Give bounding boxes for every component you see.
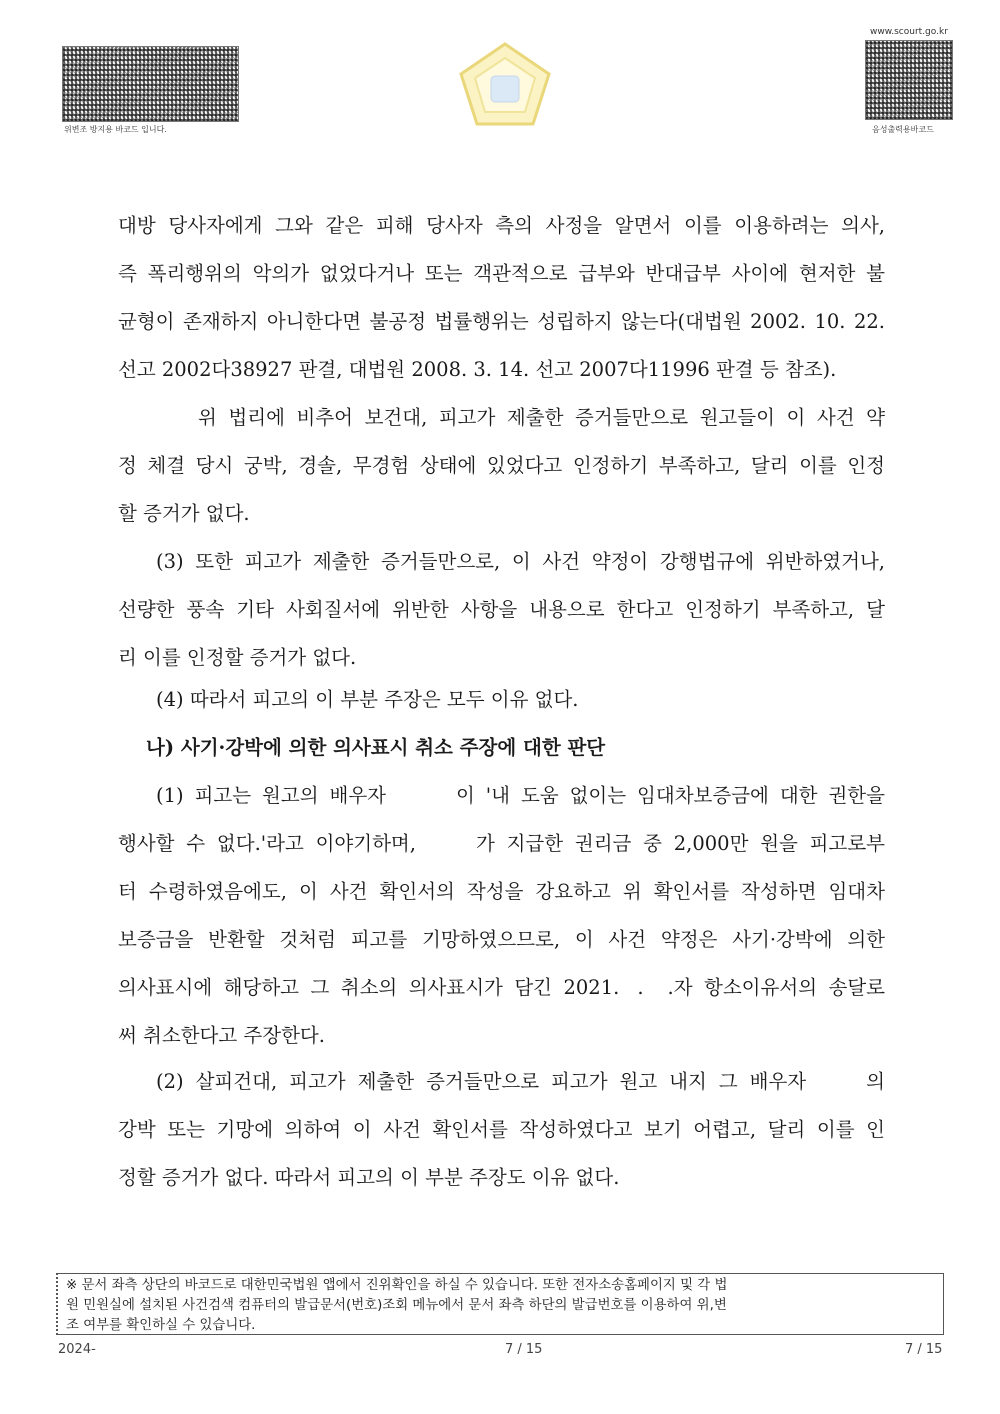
text-segment: 의사표시에 해당하고 그 취소의 의사표시가 담긴 2021. <box>118 976 620 999</box>
text-line: 선고 2002다38927 판결, 대법원 2008. 3. 14. 선고 2007다11996 판결 등 참조). <box>118 358 837 381</box>
authenticity-notice <box>56 1273 944 1335</box>
court-website-url: www.scourt.go.kr <box>870 27 948 37</box>
text-line <box>118 772 885 820</box>
text-line <box>118 1058 885 1106</box>
text-segment: 의 <box>866 1070 885 1093</box>
text-line: 정 체결 당시 궁박, 경솔, 무경험 상태에 있었다고 인정하기 부족하고, 달리 이를 인정 <box>118 454 885 477</box>
text-segment: (2) 살피건대, 피고가 제출한 증거들만으로 피고가 원고 내지 그 배우자 <box>156 1070 807 1093</box>
text-line: 위 법리에 비추어 보건대, 피고가 제출한 증거들만으로 원고들이 이 사건 약 <box>198 406 885 429</box>
text-line: 선량한 풍속 기타 사회질서에 위반한 사항을 내용으로 한다고 인정하기 부족하고, 달 <box>118 598 885 621</box>
paragraph-application <box>118 394 885 538</box>
anti-forgery-barcode-caption: 위변조 방지용 바코드 입니다. <box>64 125 167 134</box>
text-line: 정할 증거가 없다. 따라서 피고의 이 부분 주장도 이유 없다. <box>118 1166 620 1189</box>
text-segment: . <box>637 976 644 999</box>
voice-output-barcode <box>865 40 953 120</box>
text-line: 대방 당사자에게 그와 같은 피해 당사자 측의 사정을 알면서 이를 이용하려는 의사, <box>118 214 885 237</box>
text-line: 터 수령하였음에도, 이 사건 확인서의 작성을 강요하고 위 확인서를 작성하면 임대차 <box>118 880 885 903</box>
court-seal-icon <box>455 40 555 130</box>
voice-output-barcode-caption: 음성출력용바코드 <box>872 125 934 134</box>
paragraph-item-4 <box>118 676 885 724</box>
text-line: (3) 또한 피고가 제출한 증거들만으로, 이 사건 약정이 강행법규에 위반하였거나, <box>156 550 885 573</box>
text-line: 써 취소한다고 주장한다. <box>118 1024 325 1047</box>
text-line <box>118 964 885 1012</box>
text-segment: .자 항소이유서의 송달로 <box>667 976 885 999</box>
notice-line: ※ 문서 좌측 상단의 바코드로 대한민국법원 앱에서 진위확인을 하실 수 있습니다. 또한 전자소송홈페이지 및 각 법 <box>66 1278 728 1293</box>
notice-line: 원 민원실에 설치된 사건검색 컴퓨터의 발급문서(번호)조회 메뉴에서 문서 좌측 하단의 발급번호를 이용하여 위,변 <box>66 1298 727 1313</box>
text-segment: 행사할 수 없다.'라고 이야기하며, <box>118 832 416 855</box>
text-line: 리 이를 인정할 증거가 없다. <box>118 646 357 669</box>
issue-number: 2024- <box>58 1342 96 1357</box>
page-number-center: 7 / 15 <box>505 1342 543 1357</box>
paragraph-legal-principle <box>118 202 885 394</box>
text-line <box>118 820 885 868</box>
text-line: 균형이 존재하지 아니한다면 불공정 법률행위는 성립하지 않는다(대법원 2002. 10. 22. <box>118 310 885 333</box>
anti-forgery-barcode <box>62 46 239 122</box>
section-heading <box>118 724 885 772</box>
text-segment: (1) 피고는 원고의 배우자 <box>156 784 387 807</box>
paragraph-item-3 <box>118 538 885 682</box>
text-line: 보증금을 반환할 것처럼 피고를 기망하였으므로, 이 사건 약정은 사기·강박에 의한 <box>118 928 885 951</box>
text-segment: 이 '내 도움 없이는 임대차보증금에 대한 권한을 <box>456 784 885 807</box>
paragraph-defendant-claim <box>118 772 885 1060</box>
text-segment: 가 지급한 권리금 중 2,000만 원을 피고로부 <box>475 832 885 855</box>
text-line: 즉 폭리행위의 악의가 없었다거나 또는 객관적으로 급부와 반대급부 사이에 현저한 불 <box>118 262 885 285</box>
notice-line: 조 여부를 확인하실 수 있습니다. <box>66 1318 256 1333</box>
text-line: 강박 또는 기망에 의하여 이 사건 확인서를 작성하였다고 보기 어렵고, 달리 이를 인 <box>118 1118 885 1141</box>
paragraph-judgment <box>118 1058 885 1202</box>
page-number-right: 7 / 15 <box>905 1342 943 1357</box>
text-line: 할 증거가 없다. <box>118 502 250 525</box>
section-heading-text: 나) 사기·강박에 의한 의사표시 취소 주장에 대한 판단 <box>146 736 606 759</box>
text-line: (4) 따라서 피고의 이 부분 주장은 모두 이유 없다. <box>156 688 579 711</box>
